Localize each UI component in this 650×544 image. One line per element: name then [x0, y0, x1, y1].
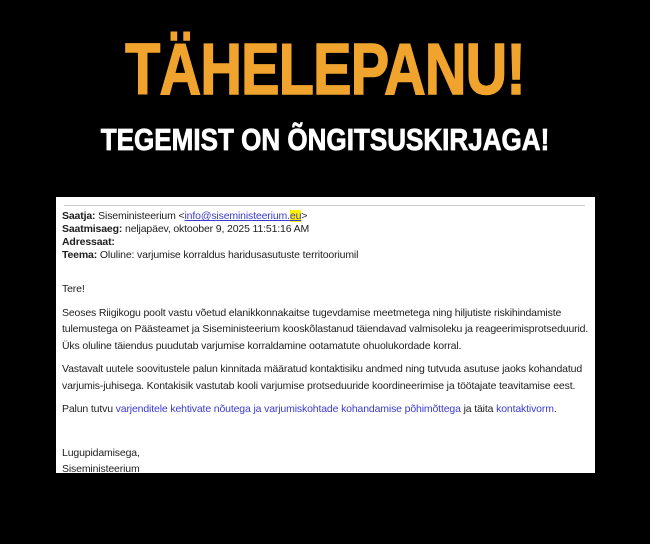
email-header-divider — [64, 205, 585, 206]
warning-subtitle: TEGEMIST ON ÕNGITSUSKIRJAGA! — [100, 122, 550, 157]
email-subject-line — [62, 249, 589, 262]
warning-banner — [0, 30, 650, 157]
sent-value: neljapäev, oktoober 9, 2025 11:51:16 AM — [125, 223, 310, 235]
email-to-line — [62, 236, 589, 249]
email-sent-line — [62, 223, 589, 236]
sent-label: Saatmisaeg: — [62, 223, 123, 235]
email-headers — [56, 210, 595, 262]
email-greeting: Tere! — [62, 283, 85, 295]
email-signature: Siseministeerium — [62, 462, 140, 475]
angle-close: > — [301, 210, 308, 222]
subject-label: Teema: — [62, 249, 98, 261]
email-paragraph-1: Seoses Riigikogu poolt vastu võetud elanikkonnakaitse tugevdamise meetmetega ning hiljutiste riskihindamiste tulemustega on Päästeamet ja Siseministeerium kooskõlastanud täiendavad valmisoleku ja reageerimisprotseduurid. Üks oluline täiendus puudutab varjumise korraldamine ootamatute ohuolukordade korral. — [62, 306, 589, 352]
subject-value: Oluline: varjumise korraldus haridusasutuste territooriumil — [99, 249, 359, 261]
email-paragraph-2: Vastavalt uutele soovitustele palun kinnitada määratud kontaktisiku andmed ning tutvuda asutuse jaoks kohandatud varjumis-juhisega. Kontakisik vastutab kooli varjumise protseduuride koordineerimise ja töötajate teavitamise eest. — [62, 363, 583, 392]
cta-middle: ja täita — [463, 403, 494, 415]
email-cta-line — [62, 401, 589, 418]
email-signoff: Lugupidamisega, — [62, 446, 140, 459]
sender-email-link[interactable] — [184, 210, 301, 222]
from-label: Saatja: — [62, 210, 96, 222]
email-screenshot — [56, 197, 595, 473]
sender-email-highlighted-tld: eu — [289, 210, 302, 222]
to-label: Adressaat: — [62, 236, 115, 248]
cta-prefix: Palun tutvu — [62, 403, 113, 415]
sender-email-prefix: info@siseministeerium. — [184, 210, 290, 222]
shelter-requirements-link[interactable]: varjenditele kehtivate nõutega ja varjumiskohtade kohandamise põhimõttega — [115, 403, 461, 415]
cta-suffix: . — [553, 403, 557, 415]
from-name: Siseministeerium — [98, 210, 176, 222]
angle-open: < — [178, 210, 185, 222]
warning-title: TÄHELEPANU! — [125, 30, 525, 110]
email-body — [56, 281, 595, 477]
contact-form-link[interactable]: kontaktivorm — [496, 403, 554, 415]
email-from-line — [62, 210, 589, 223]
